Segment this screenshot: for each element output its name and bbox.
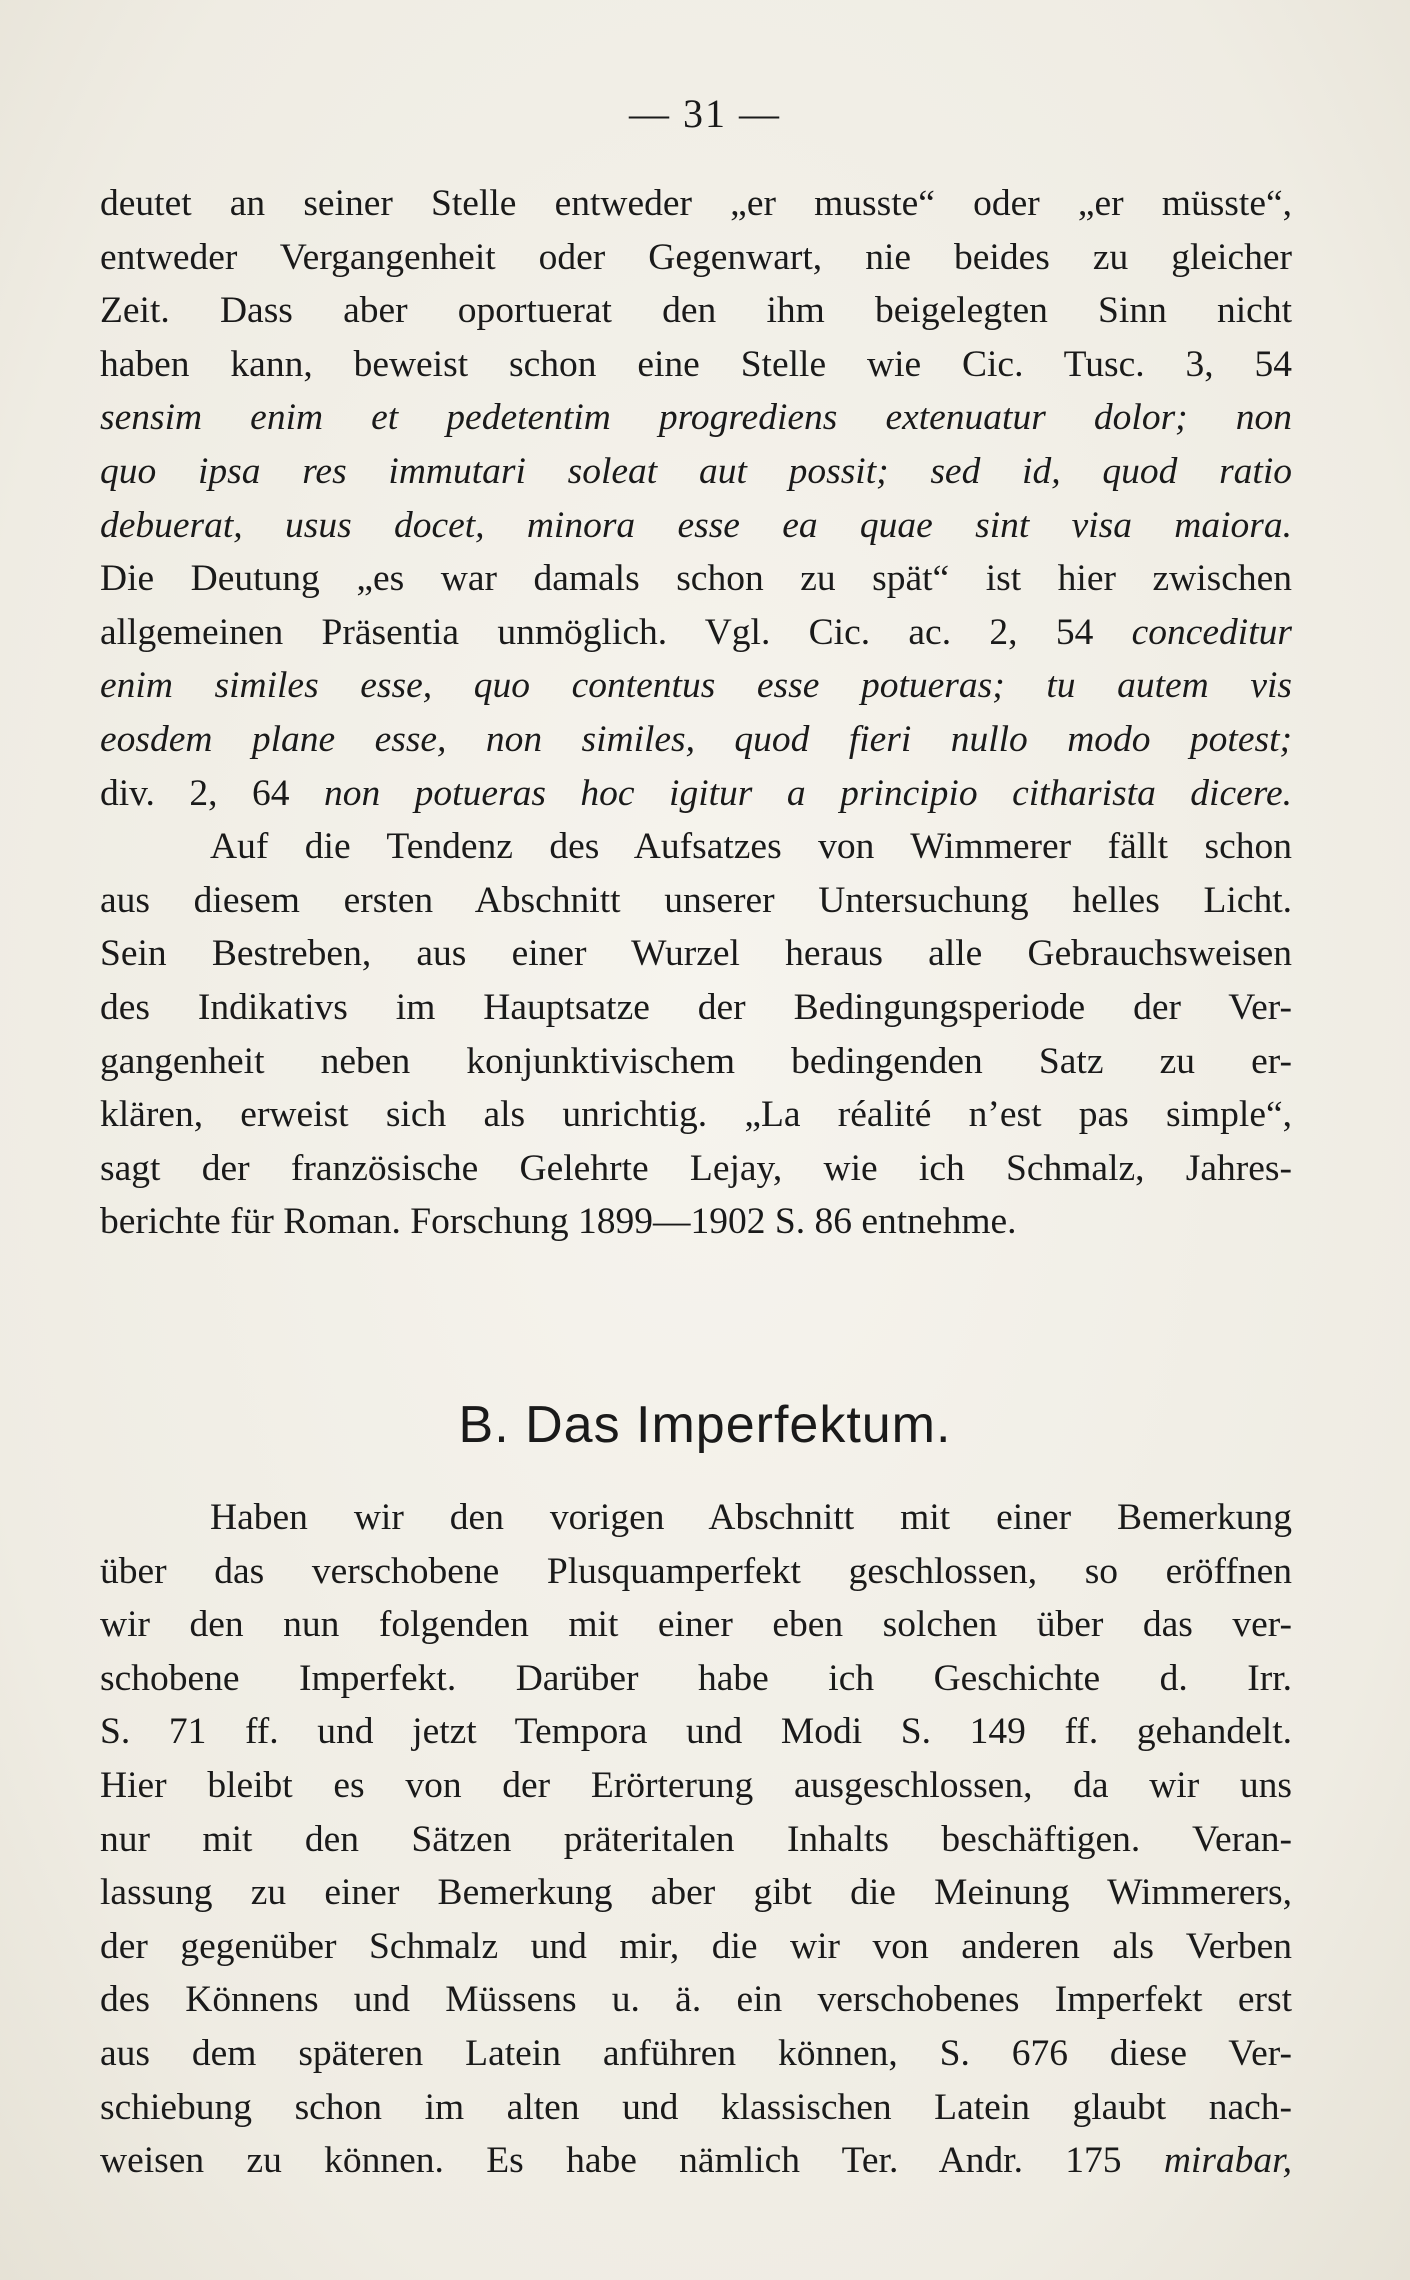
line-segment: sagt der französische Gelehrte Lejay, wie ich Schmalz, Jahres- xyxy=(100,1147,1292,1189)
line-segment: gangenheit neben konjunktivischem bedingenden Satz zu er- xyxy=(100,1040,1292,1082)
text-line xyxy=(100,552,1292,606)
text-line xyxy=(100,445,1292,499)
text-line xyxy=(100,1035,1292,1089)
text-line xyxy=(100,1920,1292,1974)
text-line xyxy=(100,1705,1292,1759)
text-line xyxy=(100,231,1292,285)
line-segment: allgemeinen Präsentia unmöglich. Vgl. Cic. ac. 2, 54 xyxy=(100,611,1132,653)
line-segment-italic: debuerat, usus docet, minora esse ea quae sint visa maiora. xyxy=(100,504,1292,546)
line-segment: Zeit. Dass aber oportuerat den ihm beigelegten Sinn nicht xyxy=(100,290,1292,332)
text-line xyxy=(100,927,1292,981)
line-segment: Auf die Tendenz des Aufsatzes von Wimmerer fällt schon xyxy=(210,826,1292,868)
line-segment: aus dem späteren Latein anführen können, S. 676 diese Ver- xyxy=(100,2032,1292,2074)
text-line xyxy=(100,1973,1292,2027)
text-line xyxy=(100,1142,1292,1196)
text-line xyxy=(100,1491,1292,1545)
line-segment: S. 71 ff. und jetzt Tempora und Modi S. 149 ff. gehandelt. xyxy=(100,1711,1292,1753)
section-a-text xyxy=(100,177,1292,1249)
text-line xyxy=(100,177,1292,231)
text-line xyxy=(100,1598,1292,1652)
line-segment: haben kann, beweist schon eine Stelle wie Cic. Tusc. 3, 54 xyxy=(100,343,1292,385)
text-line xyxy=(100,1088,1292,1142)
line-segment-italic: conceditur xyxy=(1131,611,1292,653)
text-line xyxy=(100,1195,1292,1249)
line-segment: schobene Imperfekt. Darüber habe ich Geschichte d. Irr. xyxy=(100,1657,1292,1699)
page-number: — 31 — xyxy=(629,91,781,136)
text-line xyxy=(100,284,1292,338)
text-line xyxy=(100,820,1292,874)
line-segment: Die Deutung „es war damals schon zu spät“ ist hier zwischen xyxy=(100,558,1292,600)
section-b-text xyxy=(100,1491,1292,2188)
text-line xyxy=(100,2081,1292,2135)
text-line xyxy=(100,606,1292,660)
text-line xyxy=(100,981,1292,1035)
line-segment: weisen zu können. Es habe nämlich Ter. Andr. 175 xyxy=(100,2140,1164,2182)
line-segment: Haben wir den vorigen Abschnitt mit einer Bemerkung xyxy=(210,1497,1292,1538)
line-segment: Hier bleibt es von der Erörterung ausgeschlossen, da wir uns xyxy=(100,1764,1292,1806)
text-line xyxy=(100,713,1292,767)
line-segment: lassung zu einer Bemerkung aber gibt die Meinung Wimmerers, xyxy=(100,1872,1292,1914)
line-segment: wir den nun folgenden mit einer eben solchen über das ver- xyxy=(100,1604,1292,1646)
line-segment-italic: eosdem plane esse, non similes, quod fieri nullo modo potest; xyxy=(100,718,1292,760)
text-line xyxy=(100,1813,1292,1867)
text-line xyxy=(100,2027,1292,2081)
text-line xyxy=(100,1545,1292,1599)
text-line xyxy=(100,2134,1292,2188)
line-segment: div. 2, 64 xyxy=(100,772,324,814)
line-segment: nur mit den Sätzen präteritalen Inhalts beschäftigen. Veran- xyxy=(100,1818,1292,1860)
line-segment: berichte für Roman. Forschung 1899—1902 S. 86 entnehme. xyxy=(100,1201,1017,1243)
text-line xyxy=(100,874,1292,928)
line-segment: deutet an seiner Stelle entweder „er musste“ oder „er müsste“, xyxy=(100,183,1292,224)
text-line xyxy=(100,499,1292,553)
text-line xyxy=(100,659,1292,713)
section-heading: B. Das Imperfektum. xyxy=(458,1396,952,1454)
line-segment: entweder Vergangenheit oder Gegenwart, nie beides zu gleicher xyxy=(100,236,1292,278)
line-segment: klären, erweist sich als unrichtig. „La réalité n’est pas simple“, xyxy=(100,1094,1292,1136)
line-segment: aus diesem ersten Abschnitt unserer Untersuchung helles Licht. xyxy=(100,879,1292,921)
text-line xyxy=(100,391,1292,445)
text-line xyxy=(100,767,1292,821)
line-segment-italic: quo ipsa res immutari soleat aut possit; sed id, quod ratio xyxy=(100,450,1292,492)
text-line xyxy=(100,1759,1292,1813)
line-segment-italic: non potueras hoc igitur a principio citharista dicere. xyxy=(323,772,1292,814)
text-line xyxy=(100,1866,1292,1920)
line-segment: des Indikativs im Hauptsatze der Bedingungsperiode der Ver- xyxy=(100,986,1292,1028)
line-segment: Sein Bestreben, aus einer Wurzel heraus alle Gebrauchsweisen xyxy=(100,933,1292,975)
line-segment: der gegenüber Schmalz und mir, die wir von anderen als Verben xyxy=(100,1925,1292,1967)
line-segment-italic: enim similes esse, quo contentus esse potueras; tu autem vis xyxy=(100,665,1292,707)
line-segment: über das verschobene Plusquamperfekt geschlossen, so eröffnen xyxy=(100,1550,1292,1592)
text-line xyxy=(100,338,1292,392)
line-segment-italic: mirabar, xyxy=(1163,2140,1292,2182)
text-line xyxy=(100,1652,1292,1706)
line-segment: des Könnens und Müssens u. ä. ein verschobenes Imperfekt erst xyxy=(100,1979,1292,2021)
line-segment: schiebung schon im alten und klassischen Latein glaubt nach- xyxy=(100,2086,1292,2128)
line-segment-italic: sensim enim et pedetentim progrediens extenuatur dolor; non xyxy=(100,397,1292,439)
